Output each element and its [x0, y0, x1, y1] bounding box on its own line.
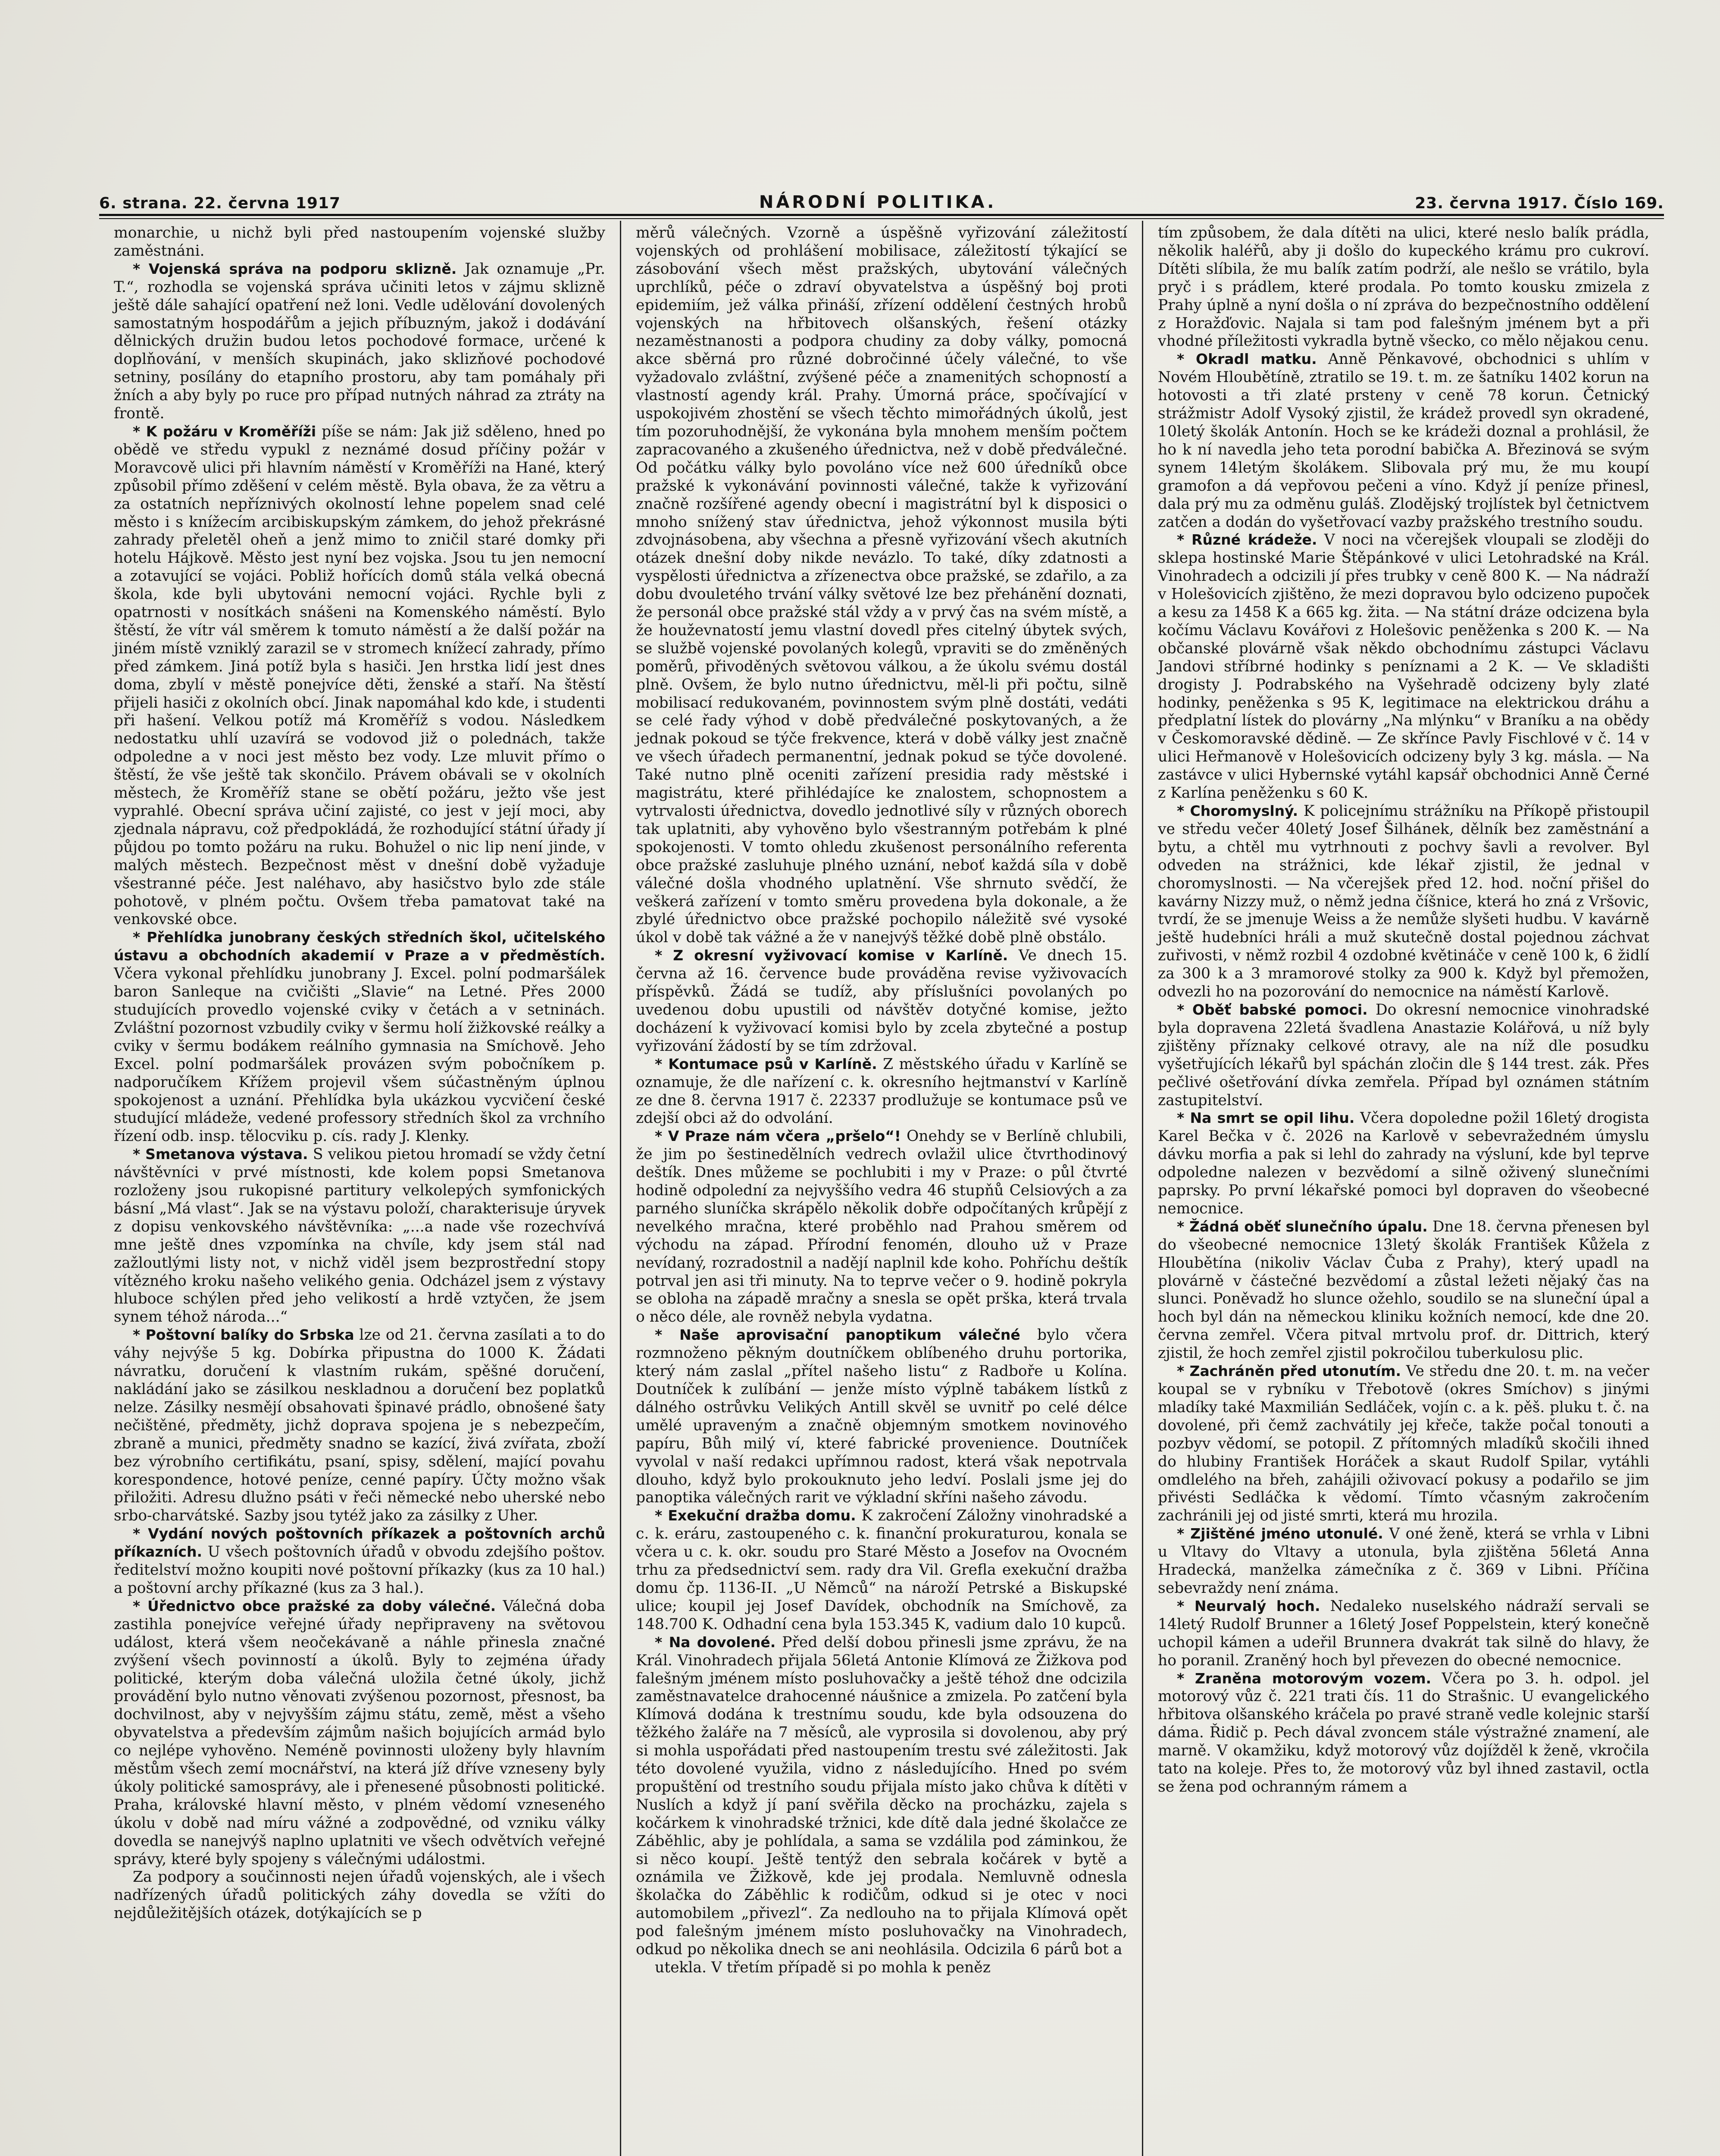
article-text: Před delší dobou přinesli jsme zprávu, že na Král. Vinohradech přijala 56letá Antonie Klímová ze Žižkova pod falešným jménem místo posluhovačky a ještě téhož dne odcizila zaměstnavatelce drahocenné náušnice a zmizela. Po zatčení byla Klímová dodána k trestnímu soudu, kde byla odsouzena do těžkého žaláře na 7 měsíců, ale vyprosila si dovolenou, aby prý si mohla uspořádati před nastoupením trestu své záležitosti. Jak této dovolené využila, vidno z následujícího. Hned po svém propuštění od trestního soudu přijala místo jako chůva k dítěti v Nuslích a když jí paní svěřila děcko na procházku, zajela s kočárkem k vinohradské tržnici, kde dítě dala jedné školačce ze Záběhlic, aby je pohlídala, a sama se vzdálila pod záminkou, že si něco koupí. Ještě tentýž den sebrala kočárek v bytě a oznámila ve Žižkově, kde jej prodala. Nemluvně odnesla školačka do Záběhlic k rodičům, odkud si je otec v noci automobilem „přivezl“. Za nedlouho na to přijala Klímová opět pod falešným jménem místo posluhovačky na Vinohradech, odkud po několika dnech se ani neohlásila. Odcizila 6 párů bot a	[636, 1633, 1128, 1959]
article-paragraph	[114, 423, 605, 929]
header-left: 6. strana. 22. června 1917	[99, 194, 341, 212]
article-text: píše se nám: Jak již sděleno, hned po obědě ve středu vypukl z neznámé dosud příčiny požár v Moravcově ulici při hlavním náměstí v Kroměříži na Hané, který způsobil přímo zděšení v celém městě. Byla obava, že za větru a za ostatních nepříznivých okolností lehne popelem snad celé město i s knížecím arcibiskupským zámkem, do jehož překrásné zahrady přeletěl oheň a jenž mimo to zničil staré domky při hotelu Hájkově. Město jest nyní bez vojska. Jsou tu jen nemocní a zotavující se vojáci. Pobliž hořících domů stála velká obecná škola, kde byli ubytováni nemocní vojáci. Rychle byli z opatrnosti v nosítkách snášeni na Komenského náměstí. Bylo štěstí, že vítr vál směrem k tomuto náměstí a že další požár na jiném místě vzniklý zarazil se v stromech knížecí zahrady, přímo před zámkem. Jiná potíž byla s hasiči. Jen hrstka lidí jest dnes doma, zbylí v městě ponejvíce děti, ženské a staří. Na štěstí přijeli hasiči z okolních obcí. Jinak napomáhal kdo kde, i studenti při hašení. Velkou potíž má Kroměříž s vodou. Následkem nedostatku uhlí uzavírá se vodovod již o polednách, takže odpoledne a v noci jest město bez vody. Lze mluvit přímo o štěstí, že vše ještě tak skončilo. Právem obávali se v okolních městech, že Kroměříž stane se obětí požáru, ježto vše jest vyprahlé. Obecní správa učiní zajisté, co jest v její moci, aby zjednala nápravu, což předpokládá, že rozhodující státní úřady jí půjdou po tomto požáru na ruku. Bohužel o nic lip není jinde, v malých městech. Bezpečnost měst v dnešní době vyžaduje všestranné péče. Jest naléhavo, aby hasičstvo bylo zde stále pohotově, v plném počtu. Ovšem třeba pamatovat také na venkovské obce.	[114, 423, 605, 928]
article-paragraph	[1158, 1670, 1649, 1796]
article-heading: * Různé krádeže.	[1177, 531, 1317, 548]
article-heading: * Zjištěné jméno utonulé.	[1177, 1525, 1383, 1542]
article-text: Z městského úřadu v Karlíně se oznamuje, že dle nařízení c. k. okresního hejtmanství v Karlíně ze dne 8. června 1917 č. 22337 prodlužuje se kontumace psů ve zdejší obci až do odvolání.	[636, 1055, 1127, 1127]
article-text: S velikou pietou hromadí se vždy četní návštěvníci v prvé místnosti, kde kolem popsi Smetanova rozloženy jsou rukopisné partitury velkolepých symfonických básní „Má vlast“. Jak se na výstavu položí, charakterisuje úryvek z dopisu venkovského návštěvníka: „...a nade vše rozechvívá mne ještě dnes vzpomínka na chvíle, kdy jsem stál nad zažloutlými listy not, v nichž viděl jsem bezprostřední stopy vítězného kroku našeho velikého genia. Odcházel jsem z výstavy hluboce schýlen před jeho velikostí a hrdě vztyčen, že jsem synem téhož národa...“	[114, 1146, 606, 1326]
article-text: bylo včera rozmnoženo pěkným doutníčkem oblíbeného druhu portorika, který nám zaslal „přítel našeho listu“ z Radboře u Kolína. Doutníček k zulíbání — jenže místo výplně tabákem lístků z dálného ostrůvku Velikých Antill skvěl se uvnitř po celé délce umělé upraveným a značně objemným smotkem novinového papíru, Bůh milý ví, které fabrické provenience. Doutníček vyvolal v naší redakci upřímnou radost, která však nepotrvala dlouho, když bylo prokouknuto jeho ledví. Poslali jsme jej do panoptika válečných rarit ve výkladní skříni našeho závodu.	[636, 1326, 1127, 1507]
article-heading: * Přehlídka junobrany českých středních škol, učitelského ústavu a obchodních akademií v Praze a v předměstích.	[114, 929, 605, 964]
article-text: Válečná doba zastihla ponejvíce veřejné úřady nepřipraveny na světovou událost, která všem neočekávaně a náhle přinesla značné zvýšení všech povinností a úkolů. Byly to zejména úřady politické, kterým doba válečná uložila četné úkoly, jichž provádění bylo nutno věnovati zvýšenou pozornost, přesnost, ba dochvilnost, aby v nejvyšším zájmu státu, země, měst a všeho obyvatelstva a především zájmům našich bojujících armád bylo co nejlépe vyhověno. Neméně povinnosti uloženy byly hlavním městům všech zemí mocnářství, na která jíž dříve vzneseny byly úkoly politické samosprávy, ale i přenesené působnosti politické. Praha, královské hlavní město, v plném vědomí vzneseného úkolu v době nad míru vážné a zodpovědné, od vzniku války dovedla se nanejvýš naplno uplatniti ve všech odvětvích veřejné správy, které byly spojeny s válečnými událostmi.	[114, 1597, 605, 1868]
article-paragraph	[114, 1146, 605, 1326]
article-text: Nedaleko nuselského nádraží servali se 14letý Rudolf Brunner a 16letý Josef Poppelstein, který konečně uchopil kámen a udeřil Brunnera dvakrát tak silně do hlavy, že ho poranil. Zraněný hoch byl převezen do obecné nemocnice.	[1158, 1597, 1649, 1669]
page-header	[99, 193, 1664, 212]
article-heading: * Naše aprovisační panoptikum válečné	[655, 1326, 1020, 1344]
column-3	[1142, 221, 1664, 2156]
article-heading: * Neurvalý hoch.	[1177, 1597, 1320, 1614]
article-paragraph	[114, 1868, 605, 1923]
header-right: 23. června 1917. Číslo 169.	[1415, 194, 1664, 212]
article-text: lze od 21. června zasílati a to do váhy nejvýše 5 kg. Dobírka připustna do 1000 K. Žádati návratku, doručení k vlastním rukám, spěšné doručení, nakládání jako se zásilkou neskladnou a doručení bez poplatků nelze. Zásilky nesmějí obsahovati špinavé prádlo, obnošené šaty nečištěné, předměty, jichž doprava spojena je s nebezpečím, zbraně a munici, předměty snadno se kazící, živá zvířata, zboží bez výrobního certifikátu, psaní, spisy, sdělení, mající povahu korespondence, hotové peníze, cenné papíry. Účty možno však přiložiti. Adresu dlužno psáti v řeči německé nebo uherské nebo srbo-charvátské. Sazby jsou tytéž jako za zásilky z Uher.	[114, 1326, 605, 1525]
newspaper-title: NÁRODNÍ POLITIKA.	[759, 192, 997, 212]
article-heading: * Vydání nových poštovních příkazek a poštovních archů příkazních.	[114, 1525, 605, 1561]
article-heading: * Exekuční dražba domu.	[655, 1507, 856, 1524]
article-text: Za podpory a součinnosti nejen úřadů vojenských, ale i všech nadřízených úřadů politických záhy dovedla se vžíti do nejdůležitějších otázek, dotýkajících se p	[114, 1868, 605, 1922]
article-text: U všech poštovních úřadů v obvodu zdejšího poštov. ředitelství možno koupiti nové poštovní příkazky (kus za 10 hal.) a poštovní archy příkazné (kus za 3 hal.).	[114, 1543, 605, 1597]
article-paragraph	[1158, 802, 1649, 1001]
article-heading: * Úřednictvo obce pražské za doby válečné.	[133, 1597, 496, 1614]
article-paragraph	[1158, 1218, 1649, 1363]
article-paragraph	[1158, 1109, 1649, 1218]
article-heading: * Na dovolené.	[655, 1633, 776, 1651]
article-paragraph	[114, 224, 605, 260]
article-paragraph	[114, 1598, 605, 1869]
article-paragraph	[636, 947, 1127, 1055]
article-text: V oné ženě, která se vrhla v Libni u Vltavy do Vltavy a utonula, byla zjištěna 56letá Anna Hradecká, manželka zámečníka z č. 369 v Libni. Příčina sebevraždy není známa.	[1158, 1525, 1649, 1597]
article-heading: * Žádná oběť slunečního úpalu.	[1177, 1218, 1428, 1235]
article-text: tím způsobem, že dala dítěti na ulici, které neslo balík prádla, několik haléřů, aby ji došlo do kupeckého krámu pro cukroví. Dítěti slíbila, že mu balík zatím podrží, ale nešlo se vrátilo, byla pryč i s prádlem, které prodala. Po tomto kousku zmizela z Prahy úplně a nyní došla o ní zpráva do bezpečnostního oddělení z Horažďovic. Najala si tam pod falešným jménem byt a při vhodné příležitosti vykradla bytně všecko, co mělo nějakou cenu.	[1158, 224, 1649, 350]
article-heading: * Oběť babské pomoci.	[1177, 1001, 1368, 1018]
article-heading: * Na smrt se opil lihu.	[1177, 1109, 1355, 1127]
article-text: Ve středu dne 20. t. m. na večer koupal se v rybníku v Třebotově (okres Smíchov) s jinými mladíky také Maxmilián Sedláček, vojín c. a k. pěš. pluku t. č. na dovolené, při čemž zachvátily jej křeče, takže počal tonouti a pozbyv vědomí, se potopil. Z přítomných mladíků skočili ihned do hlubiny František Horáček a skaut Rudolf Spilar, vytáhli omdlelého na břeh, zahájili oživovací pokusy a podařilo se jim přivésti Sedláčka k vědomí. Tímto včasným zakročením zachránili jej od jisté smrti, která mu hrozila.	[1158, 1363, 1649, 1525]
article-paragraph	[636, 1634, 1127, 1959]
article-text: Včera dopoledne požil 16letý drogista Karel Bečka v č. 2026 na Karlově v sebevražedném úmyslu dávku morfia a pak si lehl do zahrady na výsluní, kde byl teprve odpoledne nalezen v bezvědomí a silně oživený slunečními paprsky. Po první lékařské pomoci byl dopraven do všeobecné nemocnice.	[1158, 1109, 1649, 1217]
article-text: měrů válečných. Vzorně a úspěšně vyřizování záležitostí vojenských od prohlášení mobilisace, záležitostí týkající se zásobování všech měst pražských, ubytování válečných uprchlíků, péče o zdraví obyvatelstva a úspěšný boj proti epidemiím, jež válka přináší, zřízení oddělení čestných hrobů vojenských na hřbitovech olšanských, řešení otázky nezaměstnanosti a podpora chudiny za doby války, pomocná akce sběrná pro různé dobročinné účely válečné, to vše vyžadovalo zvláštní, zvýšené péče a znamenitých schopností a vlastností agendy král. Prahy. Úmorná práce, spočívající v uspokojivém zhostění se všech těchto mimořádných úkolů, jest tím pozoruhodnější, že vykonána byla mnohem menším počtem zapracovaného a zkušeného úřednictva, než v době předválečné. Od počátku války bylo povoláno více než 600 úředníků obce pražské k vykonávání povinnosti válečné, takže k vyřizování značně rozšířené agendy obecní i magistrátní byl k disposici o mnoho snížený stav úřednictva, jehož výkonnost musila býti zdvojnásobena, aby všechna a přesně vyřizování všech akutních otázek dnešní doby nikde nevázlo. To také, díky zdatnosti a vyspělosti úřednictva a zřízenectva obce pražské, se zdařilo, a za dobu dvouletého trvání války světové lze bez přehánění doznati, že personál obce pražské stál vždy a v prvý čas na svém místě, a že houževnatostí jemu vlastní dovedl přes citelný úbytek svých, se službě vojenské povolaných kolegů, vpraviti se do změněných poměrů, přivoděných světovou válkou, a že úkolu svému dostál plně. Ovšem, že bylo nutno úřednictvu, měl-li při počtu, silně mobilisací redukovaném, povinnostem svým plně dostáti, vedáti se celé řady výhod v době předválečné poskytovaných, a že jednak pokoud se týče frekvence, která v době války jest značně ve všech úřadech permanentní, jednak pokud se týče dovolené. Také nutno plně oceniti zařízení presidia rady městské i magistrátu, které přihlédajíce ke znalostem, schopnostem a vytrvalosti úřednictva, dovedlo jednotlivé síly v různých oborech tak uplatniti, aby vyhověno bylo všestranným potřebám k plné spokojenosti. V tomto ohledu zkušenost personálního referenta obce pražské zasluhuje plného uznání, neboť každá síla v době válečné došla vhodného uplatnění. Vše shrnuto svědčí, že veškerá zařízení v tomto směru provedena byla dokonale, a že zbylé úřednictvo obce pražské pochopilo náležitě své vysoké úkol v době tak vážné a že v nanejvýš těžké době plně obstálo.	[636, 224, 1127, 946]
article-text: Jak oznamuje „Pr. T.“, rozhodla se vojenská správa učiniti letos v zájmu sklizně ještě dále sahající opatření než loni. Vedle udělování dovolených samostatným hospodářům a jejich příbuzným, jakož i dodávání dělnických družin budou letos pochodové formace, určené k doplňování, v menších skupinách, jako sklizňové pochodové setniny, posílány do etapního prostoru, aby tam pomáhaly při žních a aby byly po ruce pro případ nutných náhrad za ztráty na frontě.	[114, 260, 605, 423]
article-text: monarchie, u nichž byli před nastoupením vojenské služby zaměstnáni.	[114, 224, 605, 260]
article-paragraph	[1158, 1525, 1649, 1598]
article-heading: * Kontumace psů v Karlíně.	[655, 1055, 877, 1072]
article-heading: * Smetanova výstava.	[133, 1146, 308, 1163]
article-text: K zakročení Záložny vinohradské a c. k. eráru, zastoupeného c. k. finanční prokuraturou, konala se včera u c. k. okr. soudu pro Staré Město a Josefov na Ovocném trhu za předsednictví sem. rady dra Vil. Grefla exekuční dražba domu čp. 1136-II. „U Němců“ na nároží Petrské a Biskupské ulice; koupil jej Josef Davídek, obchodník na Smíchově, za 148.700 K. Odhadní cena byla 153.345 K, vadium dalo 10 kupců.	[636, 1507, 1127, 1633]
article-paragraph	[636, 1128, 1127, 1326]
article-text: Včera vykonal přehlídku junobrany J. Excel. polní podmaršálek baron Sanleque na cvičišti „Slavie“ na Letné. Přes 2000 studujících provedlo vojenské cviky v četách a v setninách. Zvláštní pozornost vzbudily cviky v šermu holí žižkovské reálky a cviky v šermu bodákem reálního gymnasia na Smíchově. Jeho Excel. polní podmaršálek provázen svým pobočníkem p. nadporučíkem Křížem projevil všem súčastněným úplnou spokojenost a uznání. Přehlídka byla ukázkou vycvičení české studující mládeže, vedené professory středních škol za vrchního řízení odb. insp. tělocviku p. cís. rady J. Klenky.	[114, 965, 605, 1145]
article-text: Včera po 3. h. odpol. jel motorový vůz č. 221 trati čís. 11 do Strašnic. U evangelického hřbitova olšanského kráčela po pravé straně vedle kolejnic starší dáma. Řidič p. Pech dával zvoncem stále výstražné znamení, ale marně. V okamžiku, když motorový vůz dojížděl k ženě, vkročila tato na koleje. Přes to, že motorový vůz byl ihned zastavil, octla se žena pod ochranným rámem a	[1158, 1670, 1649, 1796]
header-rule	[99, 214, 1664, 216]
article-paragraph	[114, 260, 605, 423]
article-paragraph	[636, 1507, 1127, 1633]
column-2	[620, 221, 1142, 2156]
article-heading: * Vojenská správa na podporu sklizně.	[133, 260, 457, 277]
column-1	[99, 221, 620, 2156]
article-paragraph	[1158, 1363, 1649, 1525]
article-paragraph	[636, 224, 1127, 947]
article-text: Anně Pěnkavové, obchodnici s uhlím v Novém Hloubětíně, ztratilo se 19. t. m. ze šatníku 1402 korun na hotovosti a tři zlaté prsteny v ceně 78 korun. Četnický strážmistr Adolf Vysoký zjistil, že krádež provedl syn okradené, 10letý školák Antonín. Hoch se ke krádeži doznal a prohlásil, že ho k ní navedla jeho teta porodní babička A. Březinová se svým synem 14letým školákem. Slibovala prý mu, že mu koupí gramofon a dá vepřovou pečeni a víno. Když jí peníze přinesl, dala prý mu za odměnu guláš. Zlodějský trojlístek byl četnictvem zatčen a dodán do vyšetřovací vazby pražského trestního soudu.	[1158, 351, 1649, 531]
article-paragraph	[636, 1959, 1127, 1977]
article-text: Onehdy se v Berlíně chlubili, že jim po šestinedělních vedrech ovlažil ulice čtvrthodinový deštík. Dnes můžeme se pochlubiti i my v Praze: o půl čtvrté hodině odpolední za nejvyššího vedra 46 stupňů Celsiových a za parného sluníčka skrápělo několik dobře odpočítaných krůpějí z nevelkého mračna, které proběhlo nad Prahou směrem od východu na západ. Přírodní fenomén, dlouho už v Praze nevídaný, rozradostnil a nadějí naplnil kde koho. Pohříchu deštík potrval jen asi tři minuty. Na to teprve večer o 9. hodině pokryla se obloha na západě mračny a snesla se opět prška, která trvala o něco déle, ale rovněž nebyla vydatna.	[636, 1128, 1127, 1326]
article-columns	[99, 221, 1664, 2156]
article-heading: * Zraněna motorovým vozem.	[1177, 1670, 1432, 1687]
article-paragraph	[114, 1525, 605, 1598]
article-paragraph	[114, 1326, 605, 1525]
article-paragraph	[1158, 1598, 1649, 1670]
header-rule-thin	[99, 218, 1664, 219]
article-heading: * Okradl matku.	[1177, 351, 1317, 368]
article-heading: * V Praze nám včera „pršelo“!	[655, 1128, 901, 1145]
article-paragraph	[1158, 351, 1649, 531]
article-paragraph	[1158, 1001, 1649, 1109]
article-heading: * Z okresní vyživovací komise v Karlíně.	[655, 947, 1008, 964]
article-text: V noci na včerejšek vloupali se zloději do sklepa hostinské Marie Štěpánkové v ulici Letohradské na Král. Vinohradech a odcizili jí přes trubky v ceně 800 K. — Na nádraží v Holešovicích zjištěno, že mezi dopravou bylo odcizeno pupoček a kesu za 1458 K a 665 kg. žita. — Na státní dráze odcizena byla kočímu Václavu Kovářovi z Holešovic peněženka s 200 K. — Na občanské plovárně však někdo obchodnímu zástupci Václavu Jandovi stříbrné hodinky s peníznami a 2 K. — Ve skladišti drogisty J. Podrabského na Vyšehradě odcizeny byly zlaté hodinky, peněženka s 95 K, legitimace na elektrickou dráhu a předplatní lístek do plovárny „Na mlýnku“ v Braníku a na obědy v Českomoravské dědině. — Ze skřínce Pavly Fischlové v č. 14 v ulici Heřmanově v Holešovicích odcizeny byly 3 kg. másla. — Na zastávce v ulici Hybernské vytáhl kapsář obchodnici Anně Černé z Karlína peněženku s 60 K.	[1158, 531, 1649, 802]
article-text: K policejnímu strážníku na Příkopě přistoupil ve středu večer 40letý Josef Šilhánek, dělník bez zaměstnání a bytu, a chtěl mu vytrhnouti z pochvy šavli a revolver. Byl odveden na strážnici, kde lékař zjistil, že jednal v choromyslnosti. — Na včerejšek před 12. hod. noční přišel do kavárny Nizzy muž, o němž jedna číšnice, která ho zná z Vršovic, tvrdí, že se jmenuje Weiss a že nemůže slyšeti hudbu. V kavárně ještě hudebníci hráli a muž skutečně dostal pojednou záchvat zuřivosti, v němž rozbil 4 ozdobné květináče v ceně 100 k, 6 židlí za 300 k a 3 mramorové stolky za 900 k. Když byl přemožen, odvezli ho na pozorování do nemocnice na náměstí Karlově.	[1158, 802, 1649, 1001]
article-paragraph	[636, 1056, 1127, 1128]
article-paragraph	[114, 929, 605, 1146]
article-heading: * Choromyslný.	[1177, 802, 1298, 819]
article-text: Dne 18. června přenesen byl do všeobecné nemocnice 13letý školák František Kůžela z Hloubětína (nikoliv Václav Čuba z Prahy), který upadl na plovárně v částečné bezvědomí a zůstal ležeti nějaký čas na slunci. Poněvadž ho slunce ožehlo, soudilo se na sluneční úpal a hoch byl dán na německou kliniku kožních nemocí, kde dne 20. června zemřel. Včera pitval mrtvolu prof. dr. Dittrich, který zjistil, že hoch zemřel zjistil pokročilou tuberkulosu plic.	[1158, 1218, 1649, 1362]
article-heading: * Poštovní balíky do Srbska	[133, 1326, 354, 1344]
article-paragraph	[1158, 531, 1649, 802]
article-text: utekla. V třetím případě si po mohla k peněz	[655, 1959, 991, 1976]
article-paragraph	[1158, 224, 1649, 351]
article-text: Ve dnech 15. června až 16. července bude prováděna revise vyživovacích příspěvků. Žádá se tudíž, aby příslušníci povolaných po uvedenou dobu upustili od návštěv dotyčné komise, ježto docházení k vyživovací komisi bylo by zcela zbytečné a postup vyřizování žádostí by se tím zdržoval.	[636, 947, 1127, 1055]
article-heading: * K požáru v Kroměříži	[133, 423, 316, 440]
article-paragraph	[636, 1326, 1127, 1507]
article-heading: * Zachráněn před utonutím.	[1177, 1363, 1401, 1380]
article-text: Do okresní nemocnice vinohradské byla dopravena 22letá švadlena Anastazie Kolářová, u níž byly zjištěny příznaky celkové otravy, ale na níž dle posudku vyšetřujících lékařů byl spáchán zločin dle § 144 trest. zák. Přes pečlivé ošetřování dívka zemřela. Případ byl oznámen státním zastupitelství.	[1158, 1001, 1649, 1109]
